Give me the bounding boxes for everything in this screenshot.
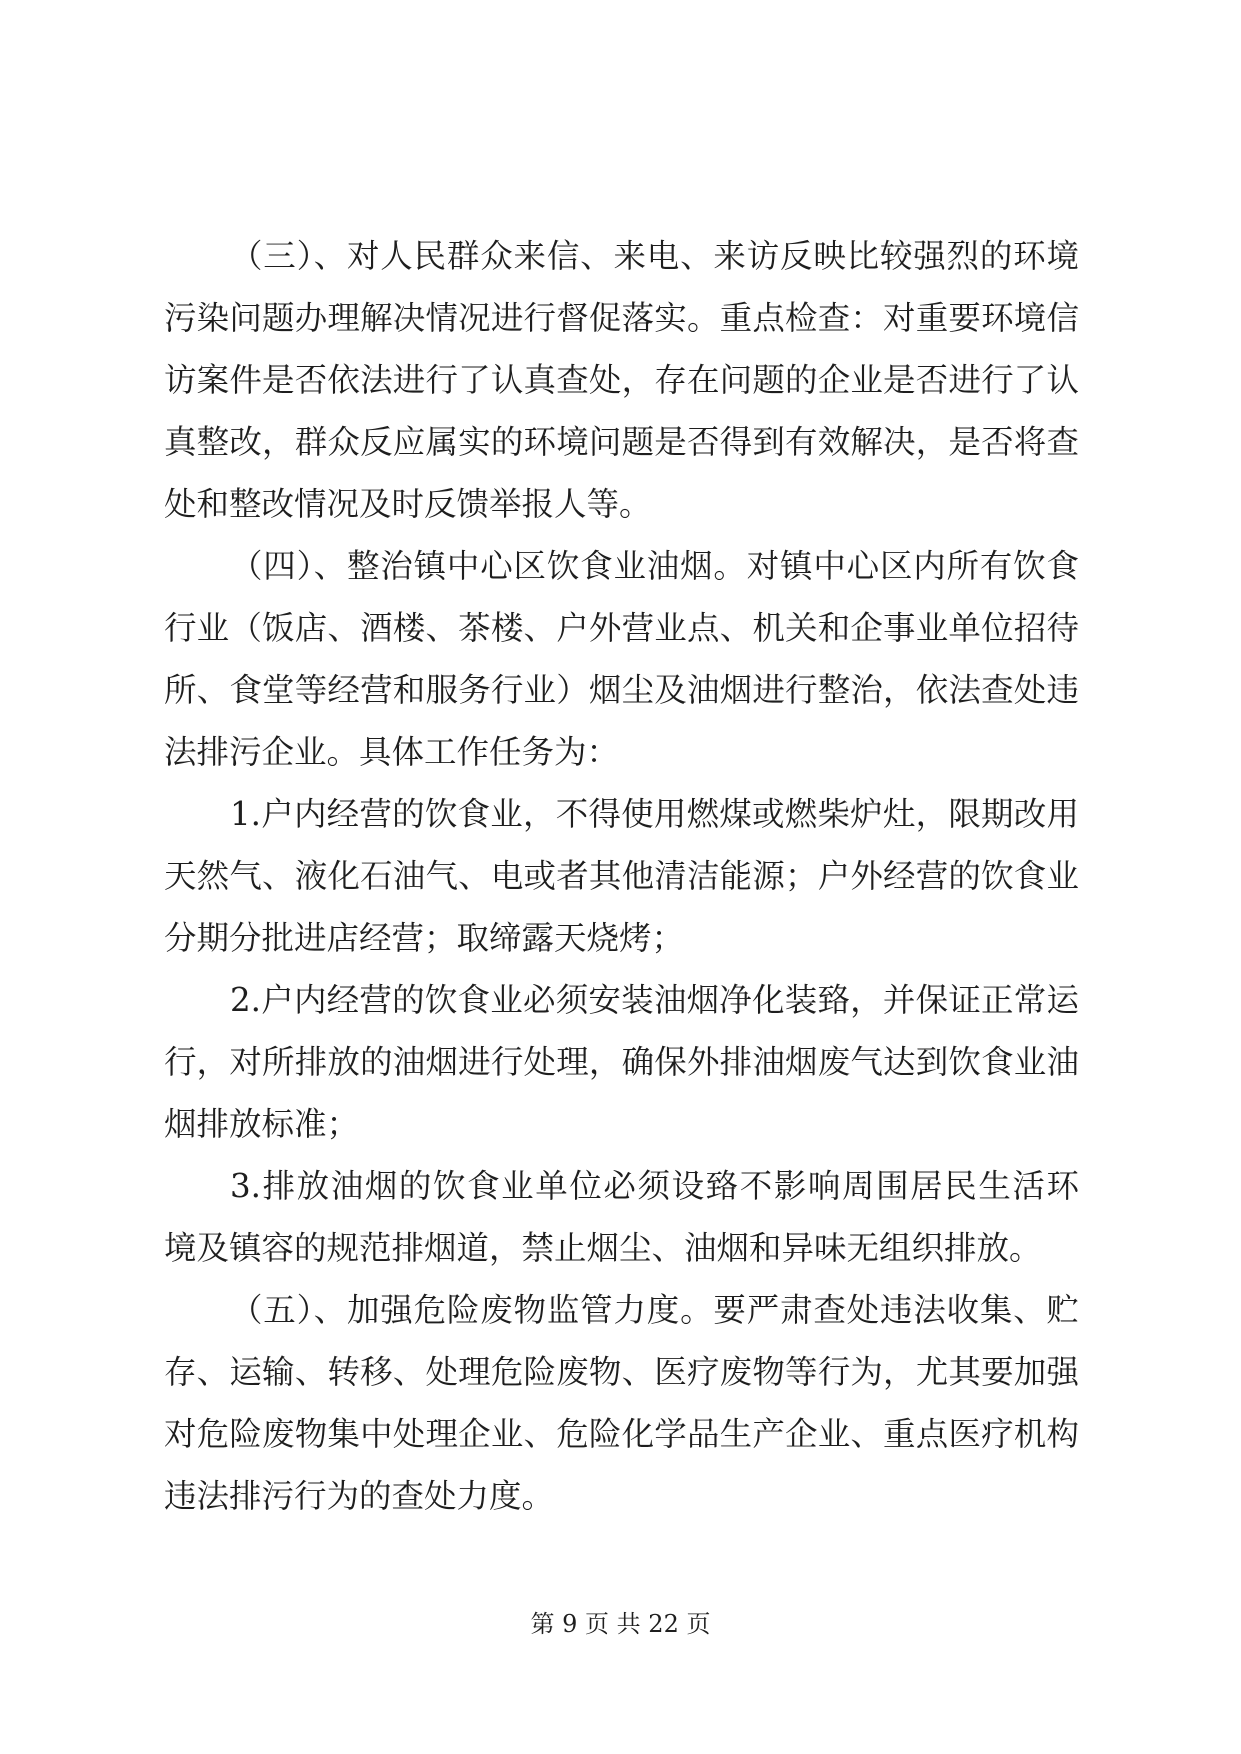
list-item-line: 烟排放标准； xyxy=(164,1105,360,1143)
paragraph-line: 对危险废物集中处理企业、危险化学品生产企业、重点医疗机构 xyxy=(164,1415,1079,1453)
paragraph-line: （三）、对人民群众来信、来电、来访反映比较强烈的环境 xyxy=(230,237,1079,275)
paragraph-line: （四）、整治镇中心区饮食业油烟。对镇中心区内所有饮食 xyxy=(230,547,1079,585)
paragraph-line: 所、食堂等经营和服务行业）烟尘及油烟进行整治，依法查处违 xyxy=(164,671,1079,709)
paragraph-line: 访案件是否依法进行了认真查处，存在问题的企业是否进行了认 xyxy=(164,361,1079,399)
list-item-line: 境及镇容的规范排烟道，禁止烟尘、油烟和异味无组织排放。 xyxy=(164,1229,1042,1267)
paragraph-line: 存、运输、转移、处理危险废物、医疗废物等行为，尤其要加强 xyxy=(164,1353,1079,1391)
paragraph-line: 污染问题办理解决情况进行督促落实。重点检查：对重要环境信 xyxy=(164,299,1079,337)
paragraph-line: 行业（饭店、酒楼、茶楼、户外营业点、机关和企事业单位招待 xyxy=(164,609,1079,647)
paragraph-line: 真整改，群众反应属实的环境问题是否得到有效解决，是否将查 xyxy=(164,423,1079,461)
list-item-line: 2.户内经营的饮食业必须安装油烟净化装臵，并保证正常运 xyxy=(230,981,1079,1019)
list-item-line: 分期分批进店经营；取缔露天烧烤； xyxy=(164,919,685,957)
page-number-footer: 第 9 页 共 22 页 xyxy=(530,1610,711,1638)
list-item-line: 天然气、液化石油气、电或者其他清洁能源；户外经营的饮食业 xyxy=(164,857,1079,895)
list-item-line: 行，对所排放的油烟进行处理，确保外排油烟废气达到饮食业油 xyxy=(164,1043,1079,1081)
paragraph-line: 法排污企业。具体工作任务为： xyxy=(164,733,620,771)
paragraph-line: 处和整改情况及时反馈举报人等。 xyxy=(164,485,652,523)
list-item-line: 3.排放油烟的饮食业单位必须设臵不影响周围居民生活环 xyxy=(230,1167,1079,1205)
paragraph-line: 违法排污行为的查处力度。 xyxy=(164,1477,555,1515)
list-item-line: 1.户内经营的饮食业，不得使用燃煤或燃柴炉灶，限期改用 xyxy=(230,795,1079,833)
paragraph-line: （五）、加强危险废物监管力度。要严肃查处违法收集、贮 xyxy=(230,1291,1079,1329)
body-text xyxy=(164,225,1079,1527)
